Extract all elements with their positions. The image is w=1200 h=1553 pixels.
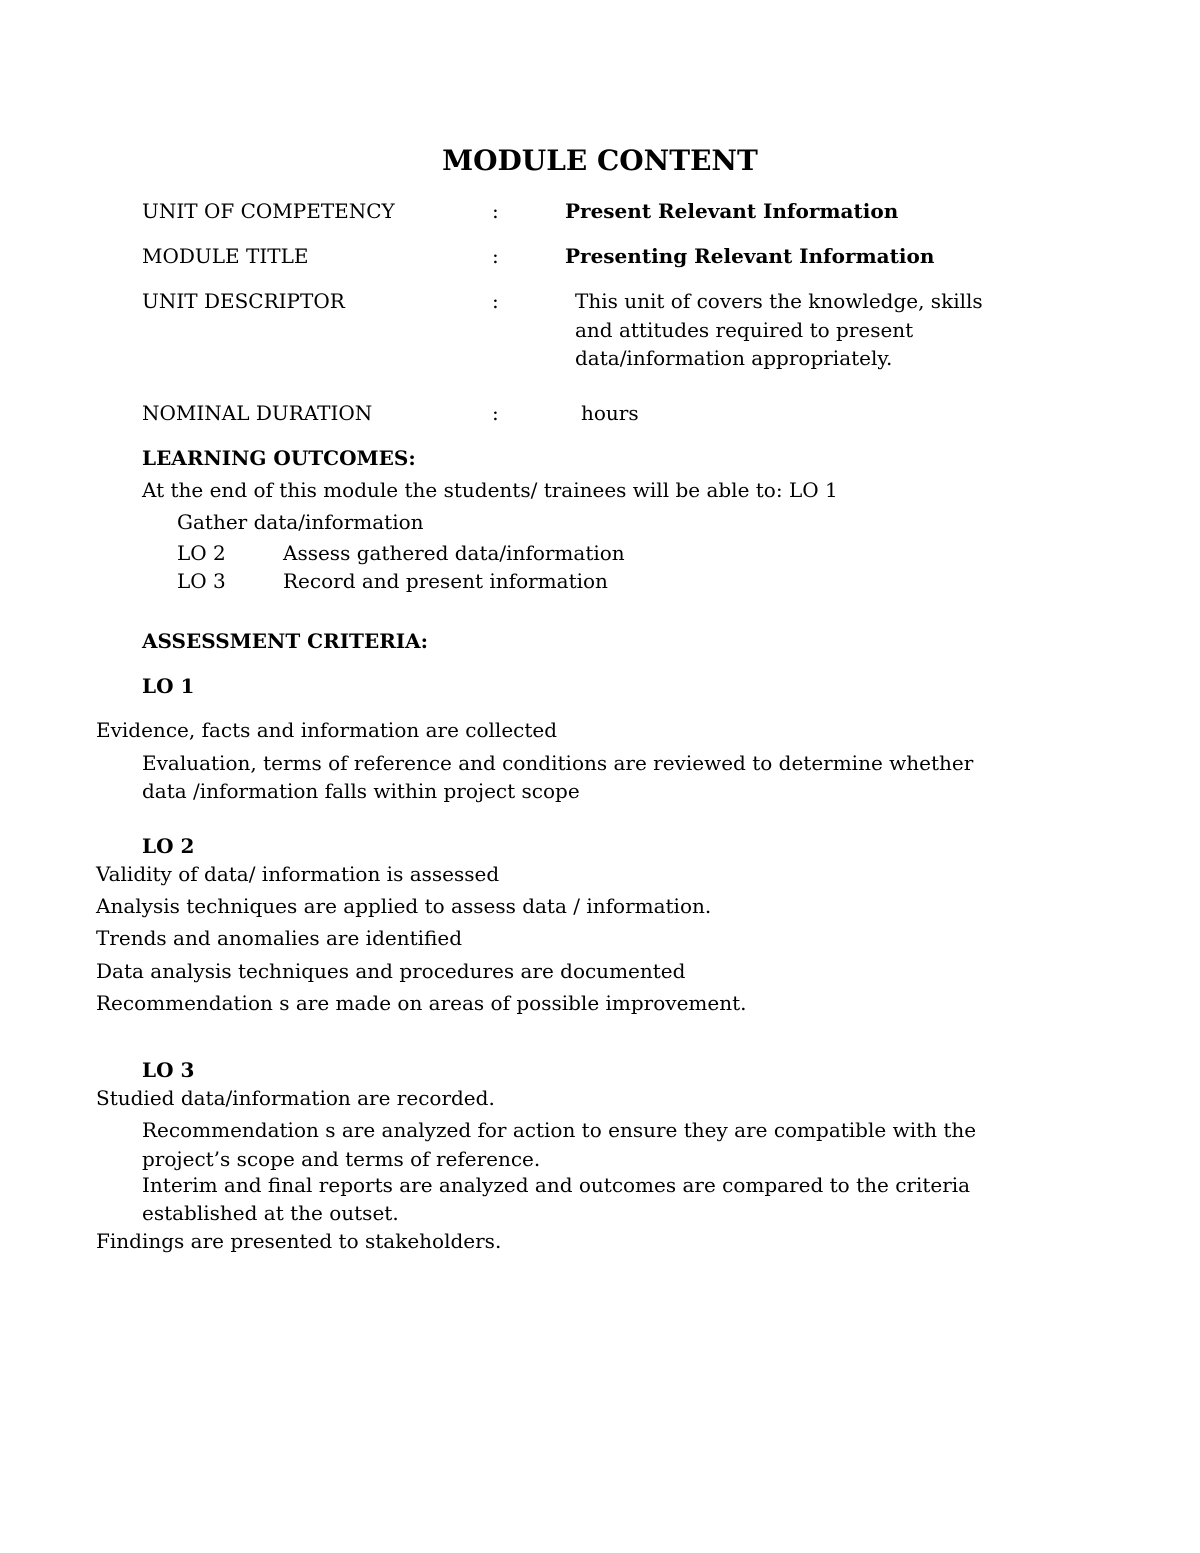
assessment-lo2-heading: LO 2 [142, 834, 195, 858]
assessment-lo2-criterion: Trends and anomalies are identified [96, 926, 462, 950]
assessment-criteria-heading: ASSESSMENT CRITERIA: [142, 629, 429, 653]
assessment-lo3-criterion: established at the outset. [142, 1201, 399, 1225]
assessment-lo2-criterion: Recommendation s are made on areas of possible improvement. [96, 991, 747, 1015]
module-title-label: MODULE TITLE [142, 244, 309, 268]
assessment-lo3-criterion: project’s scope and terms of reference. [142, 1147, 541, 1171]
learning-outcomes-intro: At the end of this module the students/ trainees will be able to: LO 1 [142, 478, 838, 502]
assessment-lo1-heading: LO 1 [142, 674, 195, 698]
unit-descriptor-line: and attitudes required to present [575, 318, 914, 342]
unit-descriptor-separator: : [492, 289, 499, 313]
page-title: MODULE CONTENT [442, 144, 758, 177]
assessment-lo1-criterion: data /information falls within project scope [142, 779, 580, 803]
module-title-separator: : [492, 244, 499, 268]
assessment-lo2-criterion: Validity of data/ information is assessed [96, 862, 500, 886]
assessment-lo1-criterion: Evidence, facts and information are collected [96, 718, 558, 742]
learning-outcomes-heading: LEARNING OUTCOMES: [142, 446, 416, 470]
assessment-lo2-criterion: Data analysis techniques and procedures are documented [96, 959, 686, 983]
assessment-lo3-heading: LO 3 [142, 1058, 195, 1082]
assessment-lo2-criterion: Analysis techniques are applied to assess data / information. [96, 894, 712, 918]
unit-descriptor-label: UNIT DESCRIPTOR [142, 289, 345, 313]
learning-outcome-text: Assess gathered data/information [283, 541, 625, 565]
learning-outcome-code: LO 3 [177, 569, 226, 593]
unit-descriptor-line: data/information appropriately. [575, 346, 893, 370]
nominal-duration-separator: : [492, 401, 499, 425]
module-title-value: Presenting Relevant Information [565, 244, 935, 268]
learning-outcome-text: Record and present information [283, 569, 608, 593]
assessment-lo3-criterion: Recommendation s are analyzed for action to ensure they are compatible with the [142, 1118, 977, 1142]
learning-outcome-lo1-text: Gather data/information [177, 510, 424, 534]
nominal-duration-value: hours [581, 401, 639, 425]
unit-of-competency-label: UNIT OF COMPETENCY [142, 199, 395, 223]
learning-outcome-code: LO 2 [177, 541, 226, 565]
nominal-duration-label: NOMINAL DURATION [142, 401, 373, 425]
assessment-lo3-criterion: Studied data/information are recorded. [96, 1086, 495, 1110]
assessment-lo3-criterion: Interim and final reports are analyzed and outcomes are compared to the criteria [142, 1173, 971, 1197]
assessment-lo3-criterion: Findings are presented to stakeholders. [96, 1229, 502, 1253]
unit-descriptor-line: This unit of covers the knowledge, skills [575, 289, 983, 313]
unit-of-competency-value: Present Relevant Information [565, 199, 899, 223]
assessment-lo1-criterion: Evaluation, terms of reference and conditions are reviewed to determine whether [142, 751, 974, 775]
unit-of-competency-separator: : [492, 199, 499, 223]
